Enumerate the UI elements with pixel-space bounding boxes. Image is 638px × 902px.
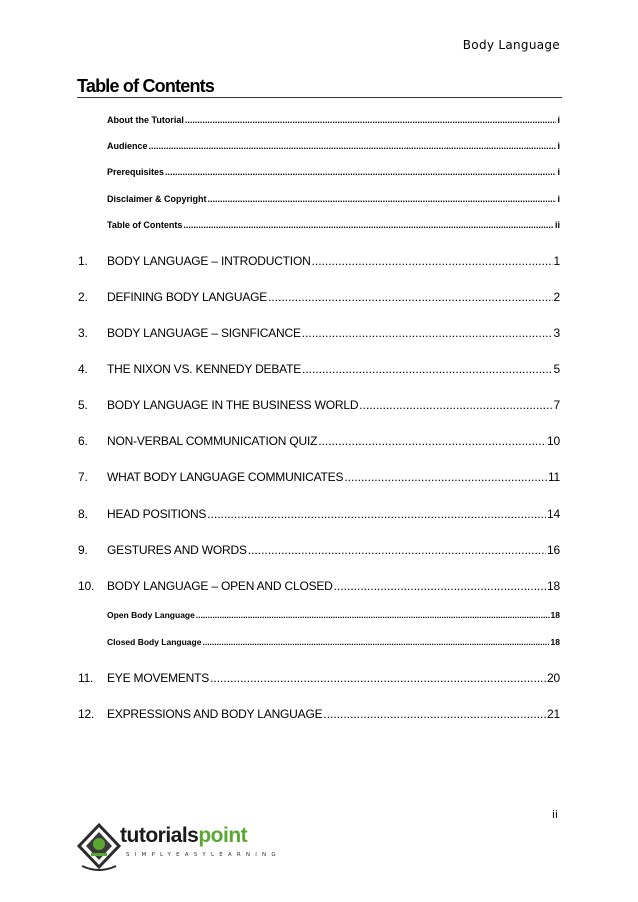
chapter-number: 2. [78,290,88,304]
chapter-title: EYE MOVEMENTS [107,671,210,685]
tutorialspoint-logo [76,822,281,874]
toc-entry-page: i [557,141,560,151]
toc-entry-page: i [557,115,560,125]
page-number: ii [551,808,558,821]
toc-chapter-12[interactable] [78,707,560,721]
toc-entry-label: About the Tutorial [107,115,184,125]
chapter-page: 10 [547,434,560,448]
chapter-title: HEAD POSITIONS [107,507,207,521]
chapter-page: 3 [553,326,560,340]
chapter-page: 21 [547,707,560,721]
logo-tagline: SIMPLYEASYLEARNING [126,852,281,858]
dot-leader [359,398,552,412]
chapter-title: GESTURES AND WORDS [107,543,247,557]
toc-entry-disclaimer[interactable] [107,194,560,204]
logo-word-accent: point [198,824,248,847]
toc-chapter-11[interactable] [78,671,560,685]
chapter-title: NON-VERBAL COMMUNICATION QUIZ [107,434,318,448]
toc-chapter-10[interactable] [78,579,560,593]
chapter-number: 8. [78,507,88,521]
dot-leader [165,167,556,177]
dot-leader [210,671,546,685]
toc-entry-label: Table of Contents [107,220,183,230]
chapter-page: 11 [547,470,560,484]
toc-chapter-3[interactable] [78,326,560,340]
dot-leader [302,326,553,340]
dot-leader [149,141,557,151]
title-divider [77,97,562,98]
chapter-number: 12. [78,707,95,721]
chapter-page: 1 [553,254,560,268]
toc-chapter-5[interactable] [78,398,560,412]
toc-chapter-8[interactable] [78,507,560,521]
chapter-number: 6. [78,434,88,448]
subsection-title: Closed Body Language [107,637,202,647]
chapter-number: 4. [78,362,88,376]
dot-leader [248,543,546,557]
toc-chapter-6[interactable] [78,434,560,448]
chapter-title: DEFINING BODY LANGUAGE [107,290,268,304]
chapter-page: 2 [553,290,560,304]
chapter-number: 7. [78,470,88,484]
toc-chapter-7[interactable] [78,470,560,484]
dot-leader [312,254,553,268]
chapter-number: 11. [78,671,94,685]
toc-entry-page: ii [554,220,560,230]
logo-word-main: tutorials [120,824,199,847]
chapter-page: 7 [553,398,560,412]
dot-leader [268,290,552,304]
running-header: Body Language [462,38,560,52]
chapter-title: THE NIXON VS. KENNEDY DEBATE [107,362,301,376]
chapter-number: 5. [78,398,88,412]
dot-leader [334,579,546,593]
chapter-number: 10. [78,579,95,593]
logo-emblem-icon [76,822,122,874]
toc-chapter-9[interactable] [78,543,560,557]
dot-leader [185,115,557,125]
dot-leader [202,637,549,647]
toc-chapter-1[interactable] [78,254,560,268]
chapter-title: BODY LANGUAGE – SIGNFICANCE [107,326,301,340]
toc-entry-audience[interactable] [107,141,560,151]
dot-leader [344,470,547,484]
dot-leader [302,362,553,376]
chapter-page: 20 [547,671,560,685]
chapter-number: 1. [78,254,88,268]
toc-chapter-2[interactable] [78,290,560,304]
chapter-title: WHAT BODY LANGUAGE COMMUNICATES [107,470,344,484]
toc-heading: Table of Contents [77,76,215,96]
subsection-page: 18 [550,637,560,647]
toc-entry-page: i [557,194,560,204]
toc-entry-label: Disclaimer & Copyright [107,194,207,204]
chapter-page: 14 [547,507,560,521]
subsection-page: 18 [550,610,560,620]
dot-leader [208,194,557,204]
toc-subsection-closed-body-language[interactable] [107,637,560,647]
dot-leader [183,220,554,230]
logo-wordmark [120,824,247,848]
chapter-page: 18 [547,579,560,593]
toc-entry-prerequisites[interactable] [107,167,560,177]
toc-entry-about[interactable] [107,115,560,125]
chapter-page: 5 [553,362,560,376]
toc-entry-label: Audience [107,141,148,151]
dot-leader [196,610,550,620]
chapter-title: BODY LANGUAGE – OPEN AND CLOSED [107,579,333,593]
toc-chapter-4[interactable] [78,362,560,376]
chapter-number: 3. [78,326,88,340]
chapter-title: BODY LANGUAGE – INTRODUCTION [107,254,311,268]
toc-entry-table-of-contents[interactable] [107,220,560,230]
subsection-title: Open Body Language [107,610,195,620]
chapter-title: EXPRESSIONS AND BODY LANGUAGE [107,707,323,721]
dot-leader [207,507,546,521]
toc-entry-label: Prerequisites [107,167,165,177]
chapter-number: 9. [78,543,88,557]
chapter-title: BODY LANGUAGE IN THE BUSINESS WORLD [107,398,359,412]
toc-entry-page: i [557,167,560,177]
dot-leader [323,707,546,721]
toc-subsection-open-body-language[interactable] [107,610,560,620]
dot-leader [318,434,546,448]
chapter-page: 16 [547,543,560,557]
